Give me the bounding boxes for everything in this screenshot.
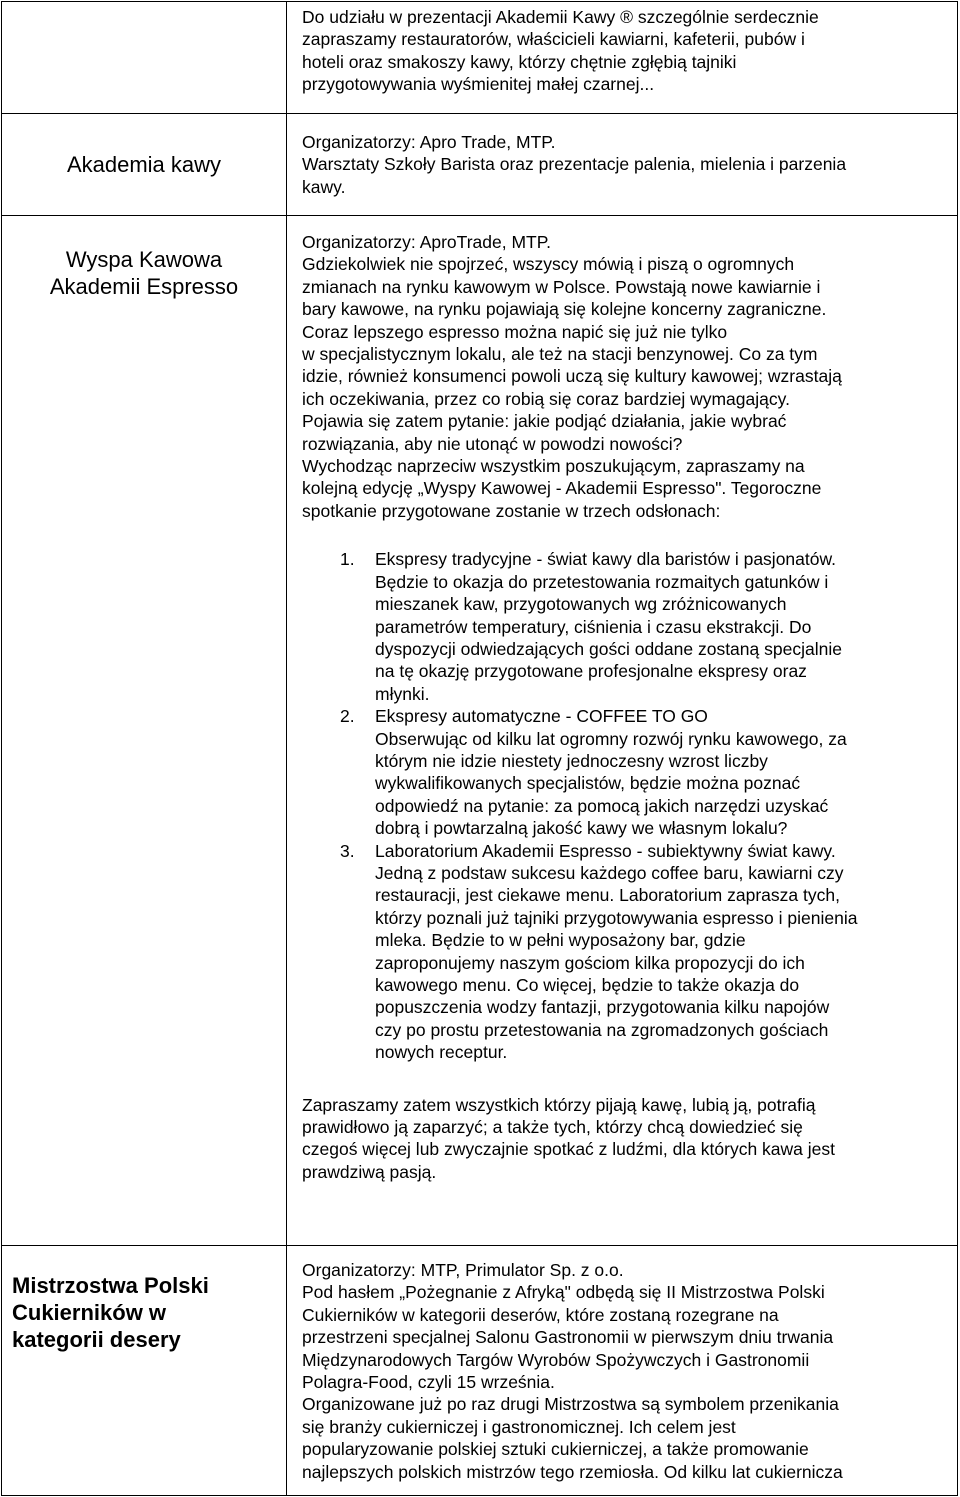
text-line: rozwiązania, aby nie utonąć w powodzi nowości? — [302, 433, 683, 454]
organizers-line: Organizatorzy: Apro Trade, MTP. — [302, 132, 556, 152]
text-line: hoteli oraz smakoszy kawy, którzy chętnie zgłębią tajniki — [302, 51, 737, 72]
list-item — [302, 840, 957, 1064]
row-content-cell — [287, 2, 958, 114]
text-line: kawowego menu. Co więcej, będzie to także okazja do — [375, 975, 800, 995]
section-title-line: Akademii Espresso — [49, 274, 239, 299]
text-line: czegoś więcej lub zwyczajnie spotkać z ludźmi, dla których kawa jest — [302, 1139, 835, 1160]
text-line: czy po prostu przetestowania na zgromadzonych gościach — [375, 1019, 829, 1040]
table-row — [2, 114, 958, 216]
row-content-cell — [287, 216, 958, 1246]
program-table — [1, 1, 958, 1496]
text-line: Do udziału w prezentacji Akademii Kawy ® szczególnie serdecznie — [302, 7, 819, 27]
text-line: Laboratorium Akademii Espresso - subiektywny świat kawy. — [375, 840, 836, 861]
text-line: restauracji, jest ciekawe menu. Laboratorium zaprasza tych, — [375, 885, 840, 906]
text-line: Zapraszamy zatem wszystkich którzy pijają kawę, lubią ją, potrafią — [302, 1094, 816, 1115]
text-line: Ekspresy tradycyjne - świat kawy dla baristów i pasjonatów. — [375, 549, 837, 570]
text-line: na tę okazję przygotowane profesjonalne ekspresy oraz — [375, 661, 807, 682]
table-row — [2, 2, 958, 114]
text-line: Organizowane już po raz drugi Mistrzostwa są symbolem przenikania — [302, 1394, 839, 1415]
text-line: ich oczekiwania, przez co robią się coraz bardziej wymagający. — [302, 388, 790, 409]
text-line: prawidłowo ją zaparzyć; a także tych, którzy chcą dowiedzieć się — [302, 1117, 803, 1138]
text-line: którzy poznali już tajniki przygotowywania espresso i pienienia — [375, 907, 858, 928]
text-line: Obserwując od kilku lat ogromny rozwój rynku kawowego, za — [375, 728, 847, 749]
section-title-line: Wyspa Kawowa — [65, 247, 223, 272]
table-row — [2, 216, 958, 1246]
text-line: młynki. — [375, 683, 430, 704]
text-line: Gdziekolwiek nie spojrzeć, wszyscy mówią i piszą o ogromnych — [302, 254, 795, 275]
text-line: przygotowywania wyśmienitej małej czarnej... — [302, 74, 655, 95]
text-line: odpowiedź na pytanie: za pomocą jakich narzędzi uzyskać — [375, 795, 829, 816]
text-line: nowych receptur. — [375, 1042, 508, 1063]
section-title-line: Mistrzostwa Polski — [12, 1273, 209, 1298]
row-label-cell — [2, 1246, 287, 1496]
row-label-cell — [2, 2, 287, 114]
text-line: zmianach na rynku kawowym w Polsce. Powstają nowe kawiarnie i — [302, 276, 821, 297]
text-line: wykwalifikowanych specjalistów, będzie można poznać — [375, 773, 801, 794]
text-line: mieszanek kaw, przygotowanych wg zróżnicowanych — [375, 594, 787, 615]
text-line: Cukierników w kategorii deserów, które zostaną rozegrane na — [302, 1304, 779, 1325]
organizers-line: Organizatorzy: MTP, Primulator Sp. z o.o. — [302, 1260, 624, 1280]
row-content-cell — [287, 1246, 958, 1496]
text-line: Będzie to okazja do przetestowania rozmaitych gatunków i — [375, 571, 829, 592]
text-line: bary kawowe, na rynku pojawiają się kolejne koncerny zagraniczne. — [302, 299, 827, 320]
text-line: Jedną z podstaw sukcesu każdego coffee baru, kawiarni czy — [375, 862, 844, 883]
text-line: zapraszamy restauratorów, właścicieli kawiarni, kafeterii, pubów i — [302, 29, 805, 50]
text-line: zaproponujemy naszym gościom kilka propozycji do ich — [375, 952, 805, 973]
text-line: kawy. — [302, 176, 346, 197]
text-line: Międzynarodowych Targów Wyrobów Spożywczych i Gastronomii — [302, 1349, 810, 1370]
text-line: Pod hasłem „Pożegnanie z Afryką" odbędą się II Mistrzostwa Polski — [302, 1282, 825, 1303]
text-line: którym nie idzie niestety jednoczesny wzrost liczby — [375, 750, 768, 771]
text-line: popularyzowanie polskiej sztuki cukierniczej, a także promowanie — [302, 1439, 809, 1460]
outro-paragraph — [302, 1094, 957, 1184]
text-line: się branży cukierniczej i gastronomicznej. Ich celem jest — [302, 1416, 736, 1437]
section-title-mistrzostwa — [2, 1272, 286, 1353]
list-number: 2. — [340, 706, 355, 727]
organizers-line: Organizatorzy: AproTrade, MTP. — [302, 232, 551, 252]
numbered-list — [302, 548, 957, 1063]
text-line: mleka. Będzie to w pełni wyposażony bar, gdzie — [375, 930, 746, 951]
text-line: kolejną edycję „Wyspy Kawowej - Akademii Espresso". Tegoroczne — [302, 478, 822, 499]
text-line: parametrów temperatury, ciśnienia i czasu ekstrakcji. Do — [375, 616, 812, 637]
text-line: prawdziwą pasją. — [302, 1161, 437, 1182]
section-title-line: kategorii desery — [12, 1327, 181, 1352]
list-number: 1. — [340, 549, 355, 570]
text-line: najlepszych polskich mistrzów tego rzemiosła. Od kilku lat cukiernicza — [302, 1461, 843, 1482]
text-line: Ekspresy automatyczne - COFFEE TO GO — [375, 706, 708, 727]
text-line: Polagra-Food, czyli 15 września. — [302, 1372, 555, 1393]
row-content-cell — [287, 114, 958, 216]
list-number: 3. — [340, 840, 355, 861]
text-line: w specjalistycznym lokalu, ale też na stacji benzynowej. Co za tym — [302, 344, 818, 365]
text-line: spotkanie przygotowane zostanie w trzech odsłonach: — [302, 500, 721, 521]
section-title-line: Cukierników w — [12, 1300, 167, 1325]
text-line: popuszczenia wodzy fantazji, przygotowania kilku napojów — [375, 997, 830, 1018]
text-line: Wychodząc naprzeciw wszystkim poszukującym, zapraszamy na — [302, 456, 805, 477]
section-title-akademia-kawy: Akademia kawy — [66, 152, 222, 177]
text-line: przestrzeni specjalnej Salonu Gastronomii w pierwszym dniu trwania — [302, 1327, 834, 1348]
list-item — [302, 705, 957, 839]
text-line: Warsztaty Szkoły Barista oraz prezentacje palenia, mielenia i parzenia — [302, 154, 847, 175]
section-title-wyspa-kawowa — [2, 246, 286, 300]
text-line: idzie, również konsumenci powoli uczą się kultury kawowej; wzrastają — [302, 366, 842, 387]
row-label-cell — [2, 216, 287, 1246]
text-line: Coraz lepszego espresso można napić się już nie tylko — [302, 321, 728, 342]
text-line: Pojawia się zatem pytanie: jakie podjąć działania, jakie wybrać — [302, 411, 787, 432]
row-label-cell — [2, 114, 287, 216]
table-row — [2, 1246, 958, 1496]
text-line: dobrą i powtarzalną jakość kawy we własnym lokalu? — [375, 818, 788, 839]
intro-paragraph — [302, 231, 957, 522]
list-item — [302, 548, 957, 705]
text-line: dyspozycji odwiedzających gości oddane zostaną specjalnie — [375, 638, 842, 659]
